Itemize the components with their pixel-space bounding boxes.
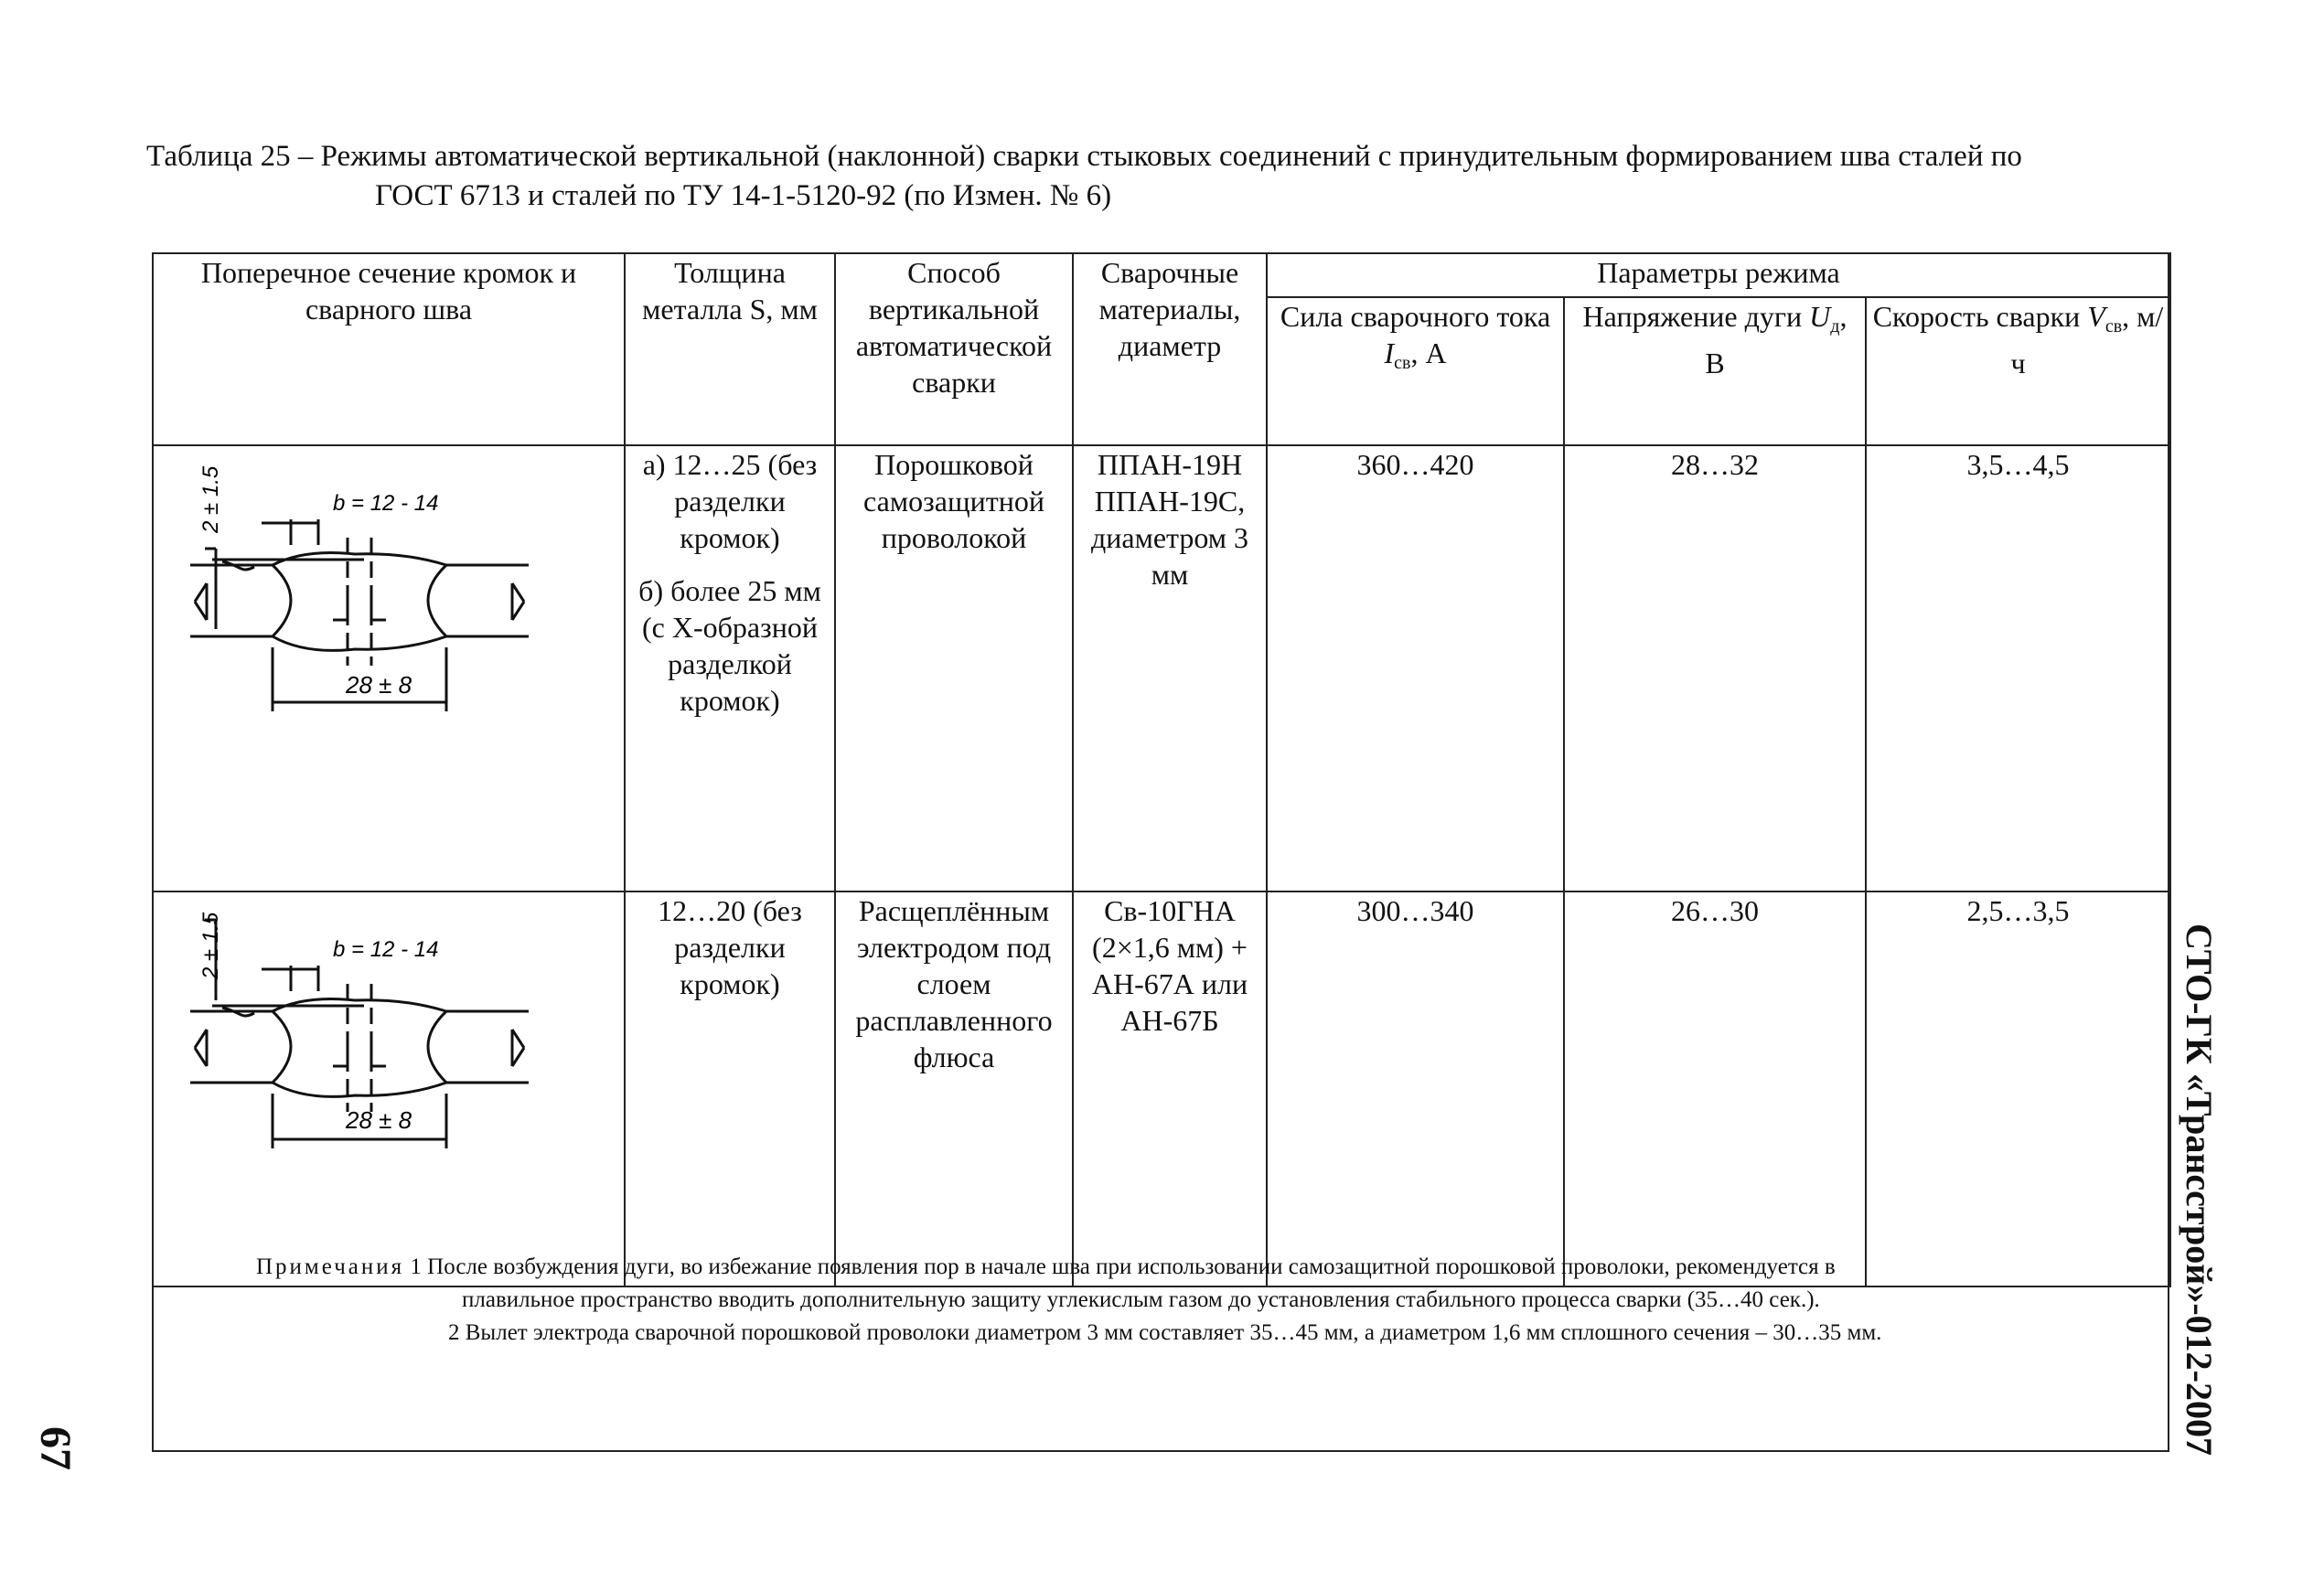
header-materials: Сварочные материалы, диаметр [1073, 253, 1267, 445]
current-cell: 360…420 [1267, 445, 1564, 891]
header-speed: Скорость сварки $V_{св}$, м/ч [1866, 297, 2170, 445]
voltage-cell: 28…32 [1564, 445, 1866, 891]
gap-dimension-label: b = 12 - 14 [333, 937, 439, 962]
caption-line-2: ГОСТ 6713 и сталей по ТУ 14-1-5120-92 (по Измен. № 6) [375, 179, 1112, 212]
thickness-option-b: б) более 25 мм (с X-образной разделкой кромок) [638, 574, 821, 717]
width-dimension-label: 28 ± 8 [346, 1106, 412, 1134]
width-dimension-label: 28 ± 8 [346, 671, 412, 699]
header-voltage: Напряжение дуги $U_д$, В [1564, 297, 1866, 445]
thickness-cell: 12…20 (без разделки кромок) [625, 891, 835, 1286]
method-cell: Расщеплённым электродом под слоем расплавленного флюса [835, 891, 1073, 1286]
header-params: Параметры режима [1267, 253, 2170, 297]
voltage-cell: 26…30 [1564, 891, 1866, 1286]
header-thickness: Толщина металла S, мм [625, 253, 835, 445]
thickness-option-a: а) 12…25 (без разделки кромок) [642, 448, 818, 554]
document-code-side-title: СТО-ГК «Трансстрой»-012-2007 [2179, 923, 2220, 1456]
header-method: Способ вертикальной автоматической сварки [835, 253, 1073, 445]
notes-label: Примечания [256, 1254, 405, 1279]
page-number: 67 [31, 1426, 80, 1470]
method-cell: Порошковой самозащитной проволокой [835, 445, 1073, 891]
speed-cell: 2,5…3,5 [1866, 891, 2170, 1286]
table-caption [146, 137, 2222, 216]
height-dimension-label: 2 ± 1.5 [198, 465, 223, 533]
materials-cell: ППАН-19Н ППАН-19С, диаметром 3 мм [1073, 445, 1267, 891]
gap-dimension-label: b = 12 - 14 [333, 491, 439, 516]
header-section: Поперечное сечение кромок и сварного шва [153, 253, 625, 445]
note-2: 2 Вылет электрода сварочной порошковой проволоки диаметром 3 мм составляет 35…45 мм, а диаметром 1,6 мм сплошного сечения – 30…35 мм. [448, 1320, 1882, 1345]
speed-cell: 3,5…4,5 [1866, 445, 2170, 891]
header-current: Сила сварочного тока $I_{св}$, А [1267, 297, 1564, 445]
table-notes [256, 1251, 2140, 1350]
note-1-part-b: плавильное пространство вводить дополнительную защиту углекислым газом до установления стабильного процесса сварки (35…40 сек.). [462, 1287, 1820, 1312]
current-cell: 300…340 [1267, 891, 1564, 1286]
height-dimension-label: 2 ± 1.5 [198, 912, 223, 979]
caption-line-1: Таблица 25 – Режимы автоматической вертикальной (наклонной) сварки стыковых соединений с принудительным формированием шва сталей по [146, 140, 2022, 173]
note-1-part-a: 1 После возбуждения дуги, во избежание появления пор в начале шва при использовании самозащитной порошковой проволоки, рекомендуется в [410, 1254, 1836, 1279]
materials-cell: Св-10ГНА (2×1,6 мм) + АН-67А или АН-67Б [1073, 891, 1267, 1286]
